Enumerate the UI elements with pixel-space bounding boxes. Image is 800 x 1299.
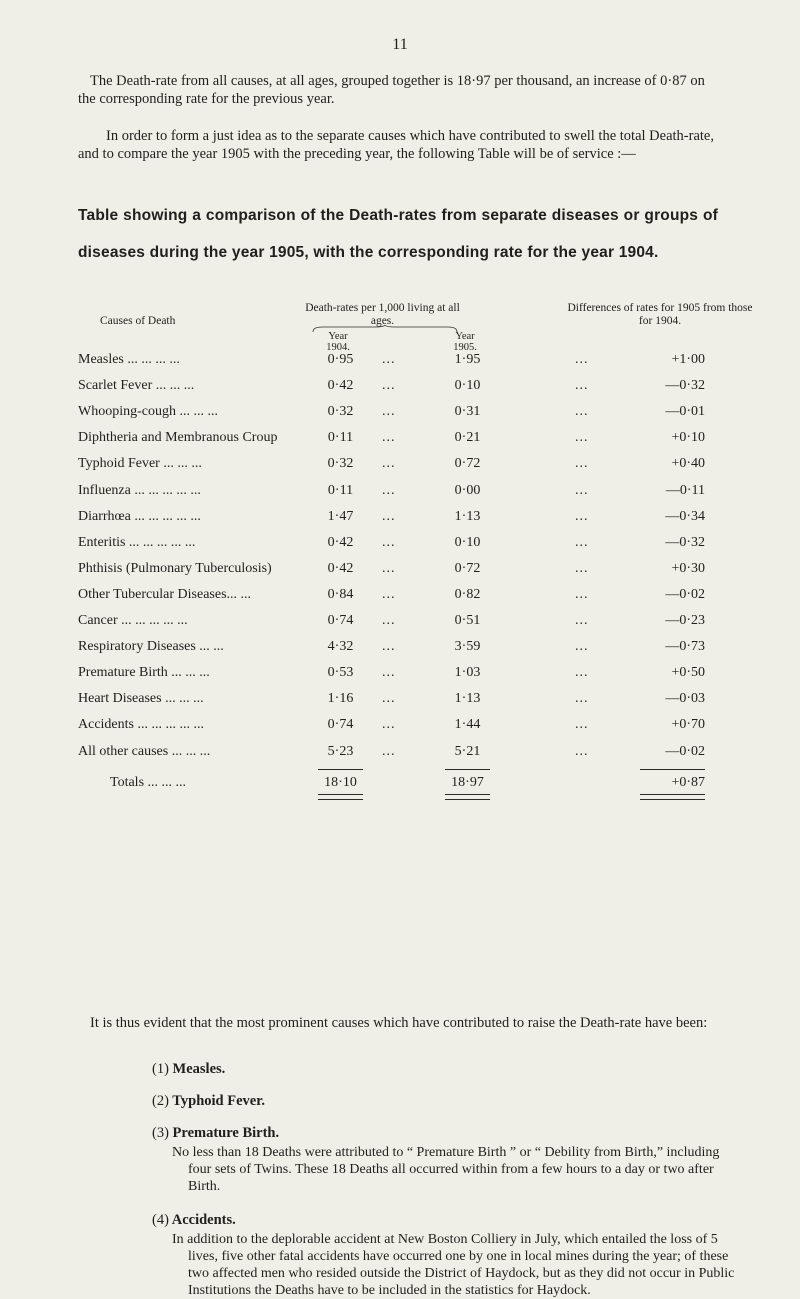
table-row	[0, 587, 800, 613]
table-row	[0, 613, 800, 639]
rate-1904-cell: 0·11	[327, 430, 354, 446]
rate-1905-cell: 0·51	[454, 613, 481, 628]
rate-1904-cell: 0·53	[327, 665, 354, 681]
rate-1905-cell: 0·10	[454, 534, 481, 550]
total-1905-cell: 18·97	[451, 774, 484, 790]
rate-1904-cell: 0·74	[327, 613, 354, 628]
list-number: (1)	[152, 1061, 169, 1077]
totals-double-rule	[318, 794, 363, 800]
cause-cell: Scarlet Fever ... ... ...	[78, 378, 195, 394]
cause-cell: Heart Diseases ... ... ...	[78, 691, 204, 707]
leader-dots: ...	[382, 639, 396, 655]
totals-label: Totals ... ... ...	[110, 774, 187, 790]
table-row	[0, 404, 800, 430]
rate-1905-cell: 0·72	[454, 456, 481, 472]
table-title: Table showing a comparison of the Death-rates from separate diseases or groups of diseases during the year 1905, with the corresponding rate for the year 1904.	[78, 207, 718, 261]
table-row	[0, 456, 800, 482]
leader-dots: ...	[382, 430, 396, 446]
totals-rule	[640, 769, 705, 770]
rate-1904-cell: 0·32	[327, 404, 354, 420]
totals-rule	[318, 769, 363, 770]
difference-cell: —0·32	[665, 534, 705, 550]
rate-1904-cell: 0·32	[327, 456, 354, 472]
leader-dots: ...	[575, 665, 589, 681]
table-row	[0, 744, 800, 770]
rate-1905-cell: 1·03	[454, 665, 481, 681]
leader-dots: ...	[575, 482, 589, 498]
leader-dots: ...	[382, 352, 396, 367]
table-row	[0, 430, 800, 456]
leader-dots: ...	[575, 586, 589, 602]
header-rates: Death-rates per 1,000 living at all ages.	[305, 302, 460, 327]
context-paragraph: In order to form a just idea as to the separate causes which have contributed to swell the total Death-rate, and to compare the year 1905 with the preceding year, the following Table will be of service :—	[78, 128, 714, 162]
difference-cell: +0·30	[671, 560, 705, 576]
totals-double-rule	[640, 794, 705, 800]
difference-cell: —0·03	[665, 691, 705, 707]
leader-dots: ...	[382, 717, 396, 733]
table-row	[0, 352, 800, 378]
total-difference-cell: +0·87	[671, 774, 705, 790]
intro-paragraph: The Death-rate from all causes, at all ages, grouped together is 18·97 per thousand, an increase of 0·87 on the corresponding rate for the previous year.	[78, 73, 705, 107]
leader-dots: ...	[382, 613, 396, 628]
totals-double-rule	[445, 794, 490, 800]
rate-1904-cell: 0·74	[327, 717, 354, 733]
list-label: Accidents.	[171, 1212, 236, 1228]
table-row	[0, 639, 800, 665]
difference-cell: —0·11	[665, 482, 705, 498]
list-item-4	[152, 1212, 236, 1229]
rate-1905-cell: 1·95	[454, 352, 481, 367]
rate-1904-cell: 0·42	[327, 378, 354, 394]
list-number: (4)	[152, 1212, 169, 1228]
cause-cell: Accidents ... ... ... ... ...	[78, 717, 204, 733]
table-row	[0, 378, 800, 404]
difference-cell: +0·50	[671, 665, 705, 681]
leader-dots: ...	[575, 430, 589, 446]
difference-cell: —0·02	[665, 743, 705, 759]
rate-1904-cell: 1·16	[327, 691, 354, 707]
leader-dots: ...	[382, 404, 396, 420]
conclusion-paragraph: It is thus evident that the most prominent causes which have contributed to raise the Death-rate have been:	[90, 1015, 708, 1031]
list-item-4-text: In addition to the deplorable accident at New Boston Colliery in July, which entailed the loss of 5 lives, five other fatal accidents have occurred one by one in local mines during the year; of these two affected men who resided outside the District of Haydock, but as they did not occur in Public Institutions the Deaths have to be included in the statistics for Haydock.	[172, 1232, 735, 1298]
difference-cell: +0·40	[671, 456, 705, 472]
table-row	[0, 665, 800, 691]
rate-1905-cell: 5·21	[454, 743, 481, 759]
cause-cell: Other Tubercular Diseases... ...	[78, 586, 252, 602]
rate-1904-cell: 5·23	[327, 743, 354, 759]
difference-cell: —0·73	[665, 639, 705, 655]
rate-1904-cell: 0·95	[327, 352, 354, 367]
rate-1905-cell: 0·21	[454, 430, 481, 446]
list-number: (2)	[152, 1093, 169, 1109]
difference-cell: —0·02	[665, 586, 705, 602]
difference-cell: —0·23	[665, 613, 705, 628]
rate-1904-cell: 1·47	[327, 508, 354, 524]
leader-dots: ...	[575, 613, 589, 628]
leader-dots: ...	[382, 534, 396, 550]
rate-1905-cell: 0·72	[454, 560, 481, 576]
rate-1905-cell: 3·59	[454, 639, 481, 655]
difference-cell: +0·10	[671, 430, 705, 446]
table-row	[0, 509, 800, 535]
rate-1905-cell: 0·82	[454, 586, 481, 602]
leader-dots: ...	[382, 508, 396, 524]
totals-rule	[445, 769, 490, 770]
cause-cell: Premature Birth ... ... ...	[78, 665, 210, 681]
table-row	[0, 535, 800, 561]
header-year-1904: Year 1904.	[326, 331, 350, 353]
rate-1905-cell: 1·13	[454, 691, 481, 707]
leader-dots: ...	[575, 378, 589, 394]
rate-1904-cell: 4·32	[327, 639, 354, 655]
list-item-2	[152, 1093, 265, 1110]
list-item-3	[152, 1125, 279, 1142]
list-label: Typhoid Fever.	[172, 1093, 265, 1109]
cause-cell: Whooping-cough ... ... ...	[78, 404, 218, 420]
page-number: 11	[392, 36, 408, 53]
difference-cell: +0·70	[671, 717, 705, 733]
cause-cell: Respiratory Diseases ... ...	[78, 639, 224, 655]
header-year-1905: Year 1905.	[453, 331, 477, 353]
leader-dots: ...	[382, 560, 396, 576]
table-row	[0, 691, 800, 717]
rate-1905-cell: 1·13	[454, 508, 481, 524]
cause-cell: Typhoid Fever ... ... ...	[78, 456, 202, 472]
rate-1904-cell: 0·42	[327, 560, 354, 576]
leader-dots: ...	[382, 586, 396, 602]
cause-cell: Phthisis (Pulmonary Tuberculosis)	[78, 560, 272, 576]
rate-1905-cell: 1·44	[454, 717, 481, 733]
list-number: (3)	[152, 1125, 169, 1141]
rate-1905-cell: 0·31	[454, 404, 481, 420]
cause-cell: All other causes ... ... ...	[78, 743, 211, 759]
rate-1905-cell: 0·00	[454, 482, 481, 498]
difference-cell: +1·00	[671, 352, 705, 367]
rate-1905-cell: 0·10	[454, 378, 481, 394]
rate-1904-cell: 0·84	[327, 586, 354, 602]
total-1904-cell: 18·10	[324, 774, 357, 790]
leader-dots: ...	[575, 639, 589, 655]
leader-dots: ...	[575, 352, 589, 367]
leader-dots: ...	[575, 743, 589, 759]
leader-dots: ...	[575, 534, 589, 550]
leader-dots: ...	[575, 508, 589, 524]
cause-cell: Influenza ... ... ... ... ...	[78, 482, 201, 498]
rate-1904-cell: 0·11	[327, 482, 354, 498]
leader-dots: ...	[382, 378, 396, 394]
header-causes: Causes of Death	[100, 315, 176, 327]
list-item-3-text: No less than 18 Deaths were attributed to “ Premature Birth ” or “ Debility from Birth,” including four sets of Twins. These 18 Deaths all occurred within from a few hours to a day or two after Birth.	[172, 1145, 720, 1194]
rate-1904-cell: 0·42	[327, 534, 354, 550]
difference-cell: —0·34	[665, 508, 705, 524]
leader-dots: ...	[382, 743, 396, 759]
table-row	[0, 483, 800, 509]
leader-dots: ...	[382, 482, 396, 498]
leader-dots: ...	[382, 665, 396, 681]
table-row	[0, 717, 800, 743]
leader-dots: ...	[382, 691, 396, 707]
list-item-1	[152, 1061, 225, 1078]
leader-dots: ...	[575, 560, 589, 576]
leader-dots: ...	[575, 691, 589, 707]
list-label: Premature Birth.	[172, 1125, 280, 1141]
cause-cell: Diphtheria and Membranous Croup	[78, 430, 278, 446]
leader-dots: ...	[575, 717, 589, 733]
cause-cell: Enteritis ... ... ... ... ...	[78, 534, 196, 550]
difference-cell: —0·32	[665, 378, 705, 394]
table-row	[0, 561, 800, 587]
leader-dots: ...	[382, 456, 396, 472]
difference-cell: —0·01	[665, 404, 705, 420]
header-differences: Differences of rates for 1905 from those for 1904.	[567, 302, 753, 327]
list-label: Measles.	[172, 1061, 226, 1077]
leader-dots: ...	[575, 456, 589, 472]
leader-dots: ...	[575, 404, 589, 420]
cause-cell: Diarrhœa ... ... ... ... ...	[78, 508, 201, 524]
cause-cell: Cancer ... ... ... ... ...	[78, 613, 188, 628]
cause-cell: Measles ... ... ... ...	[78, 352, 180, 367]
